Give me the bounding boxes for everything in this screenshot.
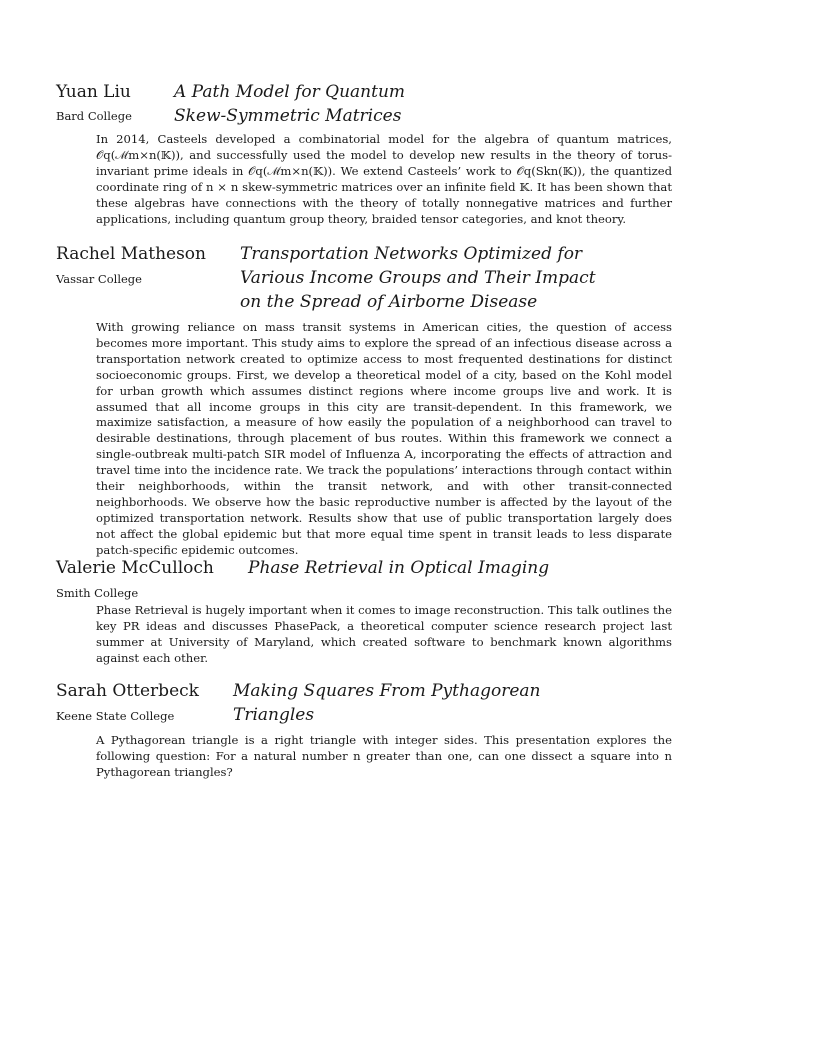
- talk-title-line: Triangles: [233, 705, 315, 725]
- speaker-college: Smith College: [56, 586, 139, 600]
- talk-title-line: on the Spread of Airborne Disease: [240, 292, 538, 312]
- talk-abstract: Phase Retrieval is hugely important when it comes to image reconstruction. This talk outlines the key PR ideas and discusses PhasePack, a theoretical computer science research project last summer at University of Maryland, which created software to benchmark known algorithms against each other.: [96, 603, 672, 665]
- talk-abstract: A Pythagorean triangle is a right triangle with integer sides. This presentation explores the following question: For a natural number n greater than one, can one dissect a square into n Pythagorean triangles?: [96, 733, 672, 779]
- speaker-name: Rachel Matheson: [56, 244, 206, 264]
- talk-title-line: Various Income Groups and Their Impact: [240, 268, 596, 288]
- talk-title-line: Phase Retrieval in Optical Imaging: [248, 558, 550, 578]
- talk-title-line: A Path Model for Quantum: [174, 82, 406, 102]
- speaker-college: Keene State College: [56, 709, 175, 723]
- speaker-name: Sarah Otterbeck: [56, 681, 199, 701]
- talk-abstract: In 2014, Casteels developed a combinatorial model for the algebra of quantum matrices, 𝒪q(ℳm×n(𝕂)), and successfully used the model to develop new results in the theory of torus-invariant prime ideals in 𝒪q(ℳm×n(𝕂)). We extend Casteels’ work to 𝒪q(Skn(𝕂)), the quantized coordinate ring of n × n skew-symmetric matrices over an infinite field 𝕂. It has been shown that these algebras have connections with the theory of totally nonnegative matrices and further applications, including quantum group theory, braided tensor categories, and knot theory.: [96, 132, 672, 226]
- talk-title-line: Skew-Symmetric Matrices: [174, 106, 402, 126]
- talk-title-line: Making Squares From Pythagorean: [233, 681, 541, 701]
- speaker-college: Vassar College: [56, 272, 142, 286]
- speaker-name: Yuan Liu: [56, 82, 131, 102]
- speaker-name: Valerie McCulloch: [56, 558, 214, 578]
- talk-abstract: With growing reliance on mass transit systems in American cities, the question of access becomes more important. This study aims to explore the spread of an infectious disease across a transportation network created to optimize access to most frequented destinations for distinct socioeconomic groups. First, we develop a theoretical model of a city, based on the Kohl model for urban growth which assumes distinct regions where income groups live and work. It is assumed that all income groups in this city are transit-dependent. In this framework, we maximize satisfaction, a measure of how easily the population of a neighborhood can travel to desirable destinations, through placement of bus routes. Within this framework we connect a single-outbreak multi-patch SIR model of Influenza A, incorporating the effects of attraction and travel time into the incidence rate. We track the populations’ interactions through contact within their neighborhoods, within the transit network, and with other transit-connected neighborhoods. We observe how the basic reproductive number is affected by the layout of the optimized transportation network. Results show that use of public transportation largely does not affect the global epidemic but that more equal time spent in transit leads to less disparate patch-specific epidemic outcomes.: [96, 320, 672, 557]
- talk-title-line: Transportation Networks Optimized for: [240, 244, 583, 264]
- speaker-college: Bard College: [56, 109, 132, 123]
